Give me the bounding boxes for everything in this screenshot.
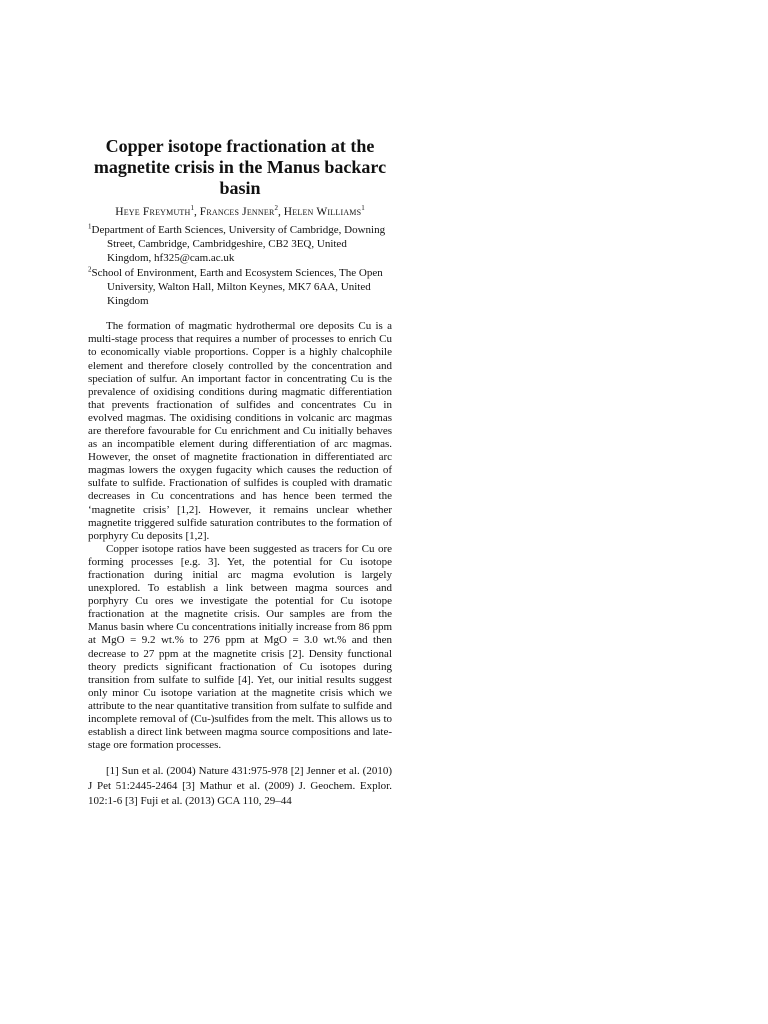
affiliation-mark: 2 — [88, 264, 92, 273]
affiliation-text: School of Environment, Earth and Ecosystem Sciences, The Open University, Walton Hall, Milton Keynes, MK7 6AA, United Kingdom — [91, 266, 383, 308]
author-separator: , — [193, 206, 200, 218]
author-name: Helen Williams — [283, 206, 362, 218]
references: [1] Sun et al. (2004) Nature 431:975-978 [2] Jenner et al. (2010) J Pet 51:2445-2464 [3] Mathur et al. (2009) J. Geochem. Explor. 102:1-6 [3] Fuji et al. (2013) GCA 110, 29–44 — [88, 765, 392, 807]
affiliation-2 — [88, 266, 392, 309]
affiliation-1 — [88, 223, 392, 266]
author-name: Heye Freymuth — [115, 206, 191, 218]
author-name: Frances Jenner — [199, 206, 275, 218]
affiliation-list — [88, 223, 392, 308]
author-affil-mark: 1 — [361, 204, 365, 213]
author-separator: , — [278, 206, 284, 218]
author-3 — [284, 206, 365, 218]
abstract-page — [88, 136, 392, 820]
affiliation-mark: 1 — [88, 222, 92, 231]
author-1 — [115, 206, 200, 218]
body-paragraph-1: The formation of magmatic hydrothermal ore deposits Cu is a multi-stage process that requires a number of processes to enrich Cu to economically viable proportions. Copper is a highly chalcophile element and therefore closely controlled by the concentration and speciation of sulfur. An important factor in concentrating Cu is the prevalence of oxidising conditions during magmatic differentiation that prevents fractionation of sulfides and concentrates Cu in evolved magmas. The oxidising conditions in volcanic arc magmas are therefore favourable for Cu enrichment and Cu initially behaves as an incompatible element during differentiation of arc magmas. However, the onset of magnetite fractionation in differentiated arc magmas lowers the oxygen fugacity which causes the reduction of sulfate to sulfide. Fractionation of sulfides is coupled with dramatic decreases in Cu concentrations and has hence been termed the ‘magnetite crisis’ [1,2]. However, it remains unclear whether magnetite triggered sulfide saturation contributes to the formation of porphyry Cu deposits [1,2]. — [88, 320, 392, 542]
author-2 — [200, 206, 284, 218]
abstract-body — [88, 320, 392, 752]
author-affil-mark: 1 — [190, 204, 194, 213]
author-list — [88, 205, 392, 219]
paper-title: Copper isotope fractionation at the magnetite crisis in the Manus backarc basin — [93, 136, 387, 198]
affiliation-text: Department of Earth Sciences, University of Cambridge, Downing Street, Cambridge, Cambridgeshire, CB2 3EQ, United Kingdom, hf325@cam.ac.uk — [91, 224, 386, 265]
body-paragraph-2: Copper isotope ratios have been suggested as tracers for Cu ore forming processes [e.g. 3]. Yet, the potential for Cu isotope fractionation during initial arc magma evolution is largely unexplored. To establish a link between magma sources and porphyry Cu ores we investigate the potential for Cu isotope fractionation at the magnetite crisis. Our samples are from the Manus basin where Cu concentrations initially increase from 86 ppm at MgO = 9.2 wt.% to 276 ppm at MgO = 3.0 wt.% and then decrease to 27 ppm at the magnetite crisis [2]. Density functional theory predicts significant fractionation of Cu isotopes during transition from sulfate to sulfide [4]. Yet, our initial results suggest only minor Cu isotope variation at the magnetite crisis which we attribute to the near quantitative transition from sulfate to sulfide and incomplete removal of (Cu-)sulfides from the melt. This allows us to establish a direct link between magma source compositions and late-stage ore formation processes. — [88, 542, 392, 752]
author-affil-mark: 2 — [274, 204, 279, 213]
